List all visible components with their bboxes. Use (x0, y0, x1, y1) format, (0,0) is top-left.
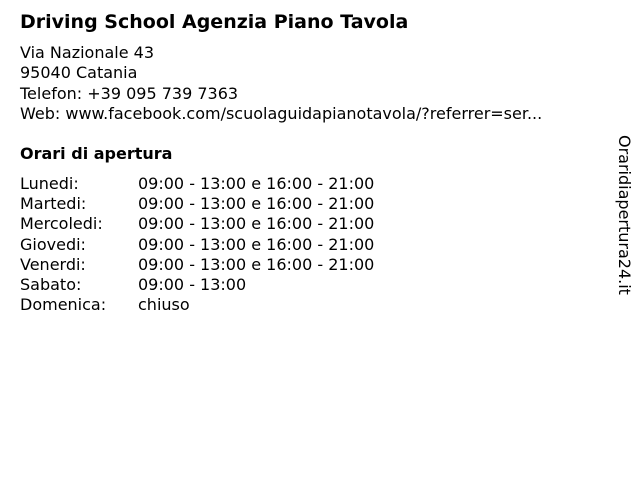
hours-row-saturday (20, 275, 374, 295)
street-address: Via Nazionale 43 (20, 43, 155, 62)
day-hours: 09:00 - 13:00 e 16:00 - 21:00 (138, 234, 375, 254)
day-hours: 09:00 - 13:00 (138, 275, 247, 295)
city: 95040 Catania (20, 63, 138, 83)
hours-row-sunday (20, 295, 374, 315)
website-link[interactable]: Web: www.facebook.com/scuolaguidapianotavola/?referrer=ser... (20, 103, 543, 123)
site-watermark: Oraridiapertura24.it (615, 135, 634, 295)
day-label: Venerdi: (20, 254, 86, 274)
hours-row-thursday (20, 235, 374, 255)
day-hours: 09:00 - 13:00 e 16:00 - 21:00 (138, 254, 375, 274)
hours-row-tuesday (20, 194, 374, 214)
day-hours: 09:00 - 13:00 e 16:00 - 21:00 (138, 174, 375, 193)
day-label: Lunedi: (20, 174, 79, 193)
hours-row-wednesday (20, 214, 374, 234)
opening-hours-heading: Orari di apertura (20, 144, 173, 163)
day-label: Martedi: (20, 194, 87, 214)
hours-row-monday (20, 174, 374, 194)
business-name: Driving School Agenzia Piano Tavola (20, 11, 409, 33)
day-label: Giovedi: (20, 234, 86, 254)
day-label: Sabato: (20, 275, 82, 295)
opening-hours-table (20, 174, 374, 315)
business-contact (20, 43, 542, 124)
phone-number: Telefon: +39 095 739 7363 (20, 83, 239, 103)
hours-row-friday (20, 255, 374, 275)
day-hours: 09:00 - 13:00 e 16:00 - 21:00 (138, 194, 375, 214)
day-label: Mercoledi: (20, 214, 103, 234)
day-label: Domenica: (20, 295, 107, 315)
day-hours: chiuso (138, 295, 190, 315)
day-hours: 09:00 - 13:00 e 16:00 - 21:00 (138, 214, 375, 234)
